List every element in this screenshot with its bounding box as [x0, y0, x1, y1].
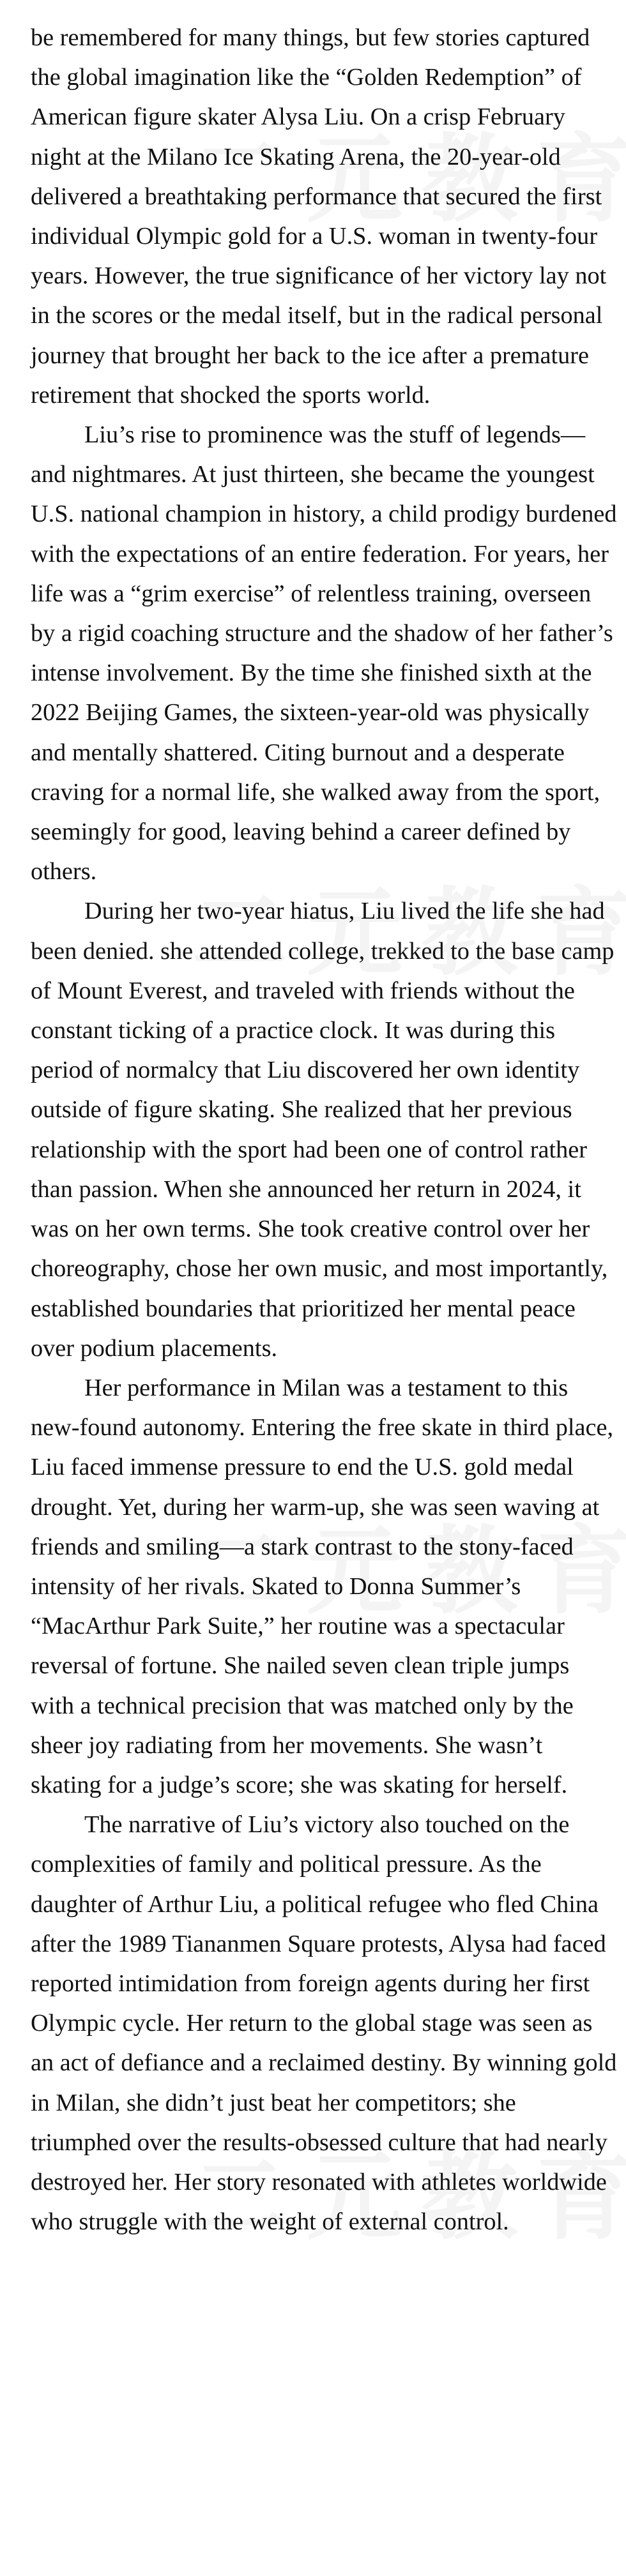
paragraph-milan-performance: Her performance in Milan was a testament to this new-found autonomy. Entering the free skate in third place, Liu faced immense pressure to end the U.S. gold medal drought. Yet, during her warm-up, she was seen waving at friends and smiling—a stark contrast to the stony-faced intensity of her rivals. Skated to Donna Summer’s “MacArthur Park Suite,” her routine was a spectacular reversal of fortune. She nailed seven clean triple jumps with a technical precision that was matched only by the sheer joy radiating from her movements. She wasn’t skating for a judge’s score; she was skating for herself.	[31, 1374, 614, 1798]
paragraph-family-and-politics: The narrative of Liu’s victory also touched on the complexities of family and political pressure. As the daughter of Arthur Liu, a political refugee who fled China after the 1989 Tiananmen Square protests, Alysa had faced reported intimidation from foreign agents during her first Olympic cycle. Her return to the global stage was seen as an act of defiance and a reclaimed destiny. By winning gold in Milan, she didn’t just beat her competitors; she triumphed over the results-obsessed culture that had nearly destroyed her. Her story resonated with athletes worldwide who struggle with the weight of external control.	[31, 1811, 617, 2236]
article-body	[31, 18, 617, 2241]
paragraph-rise-to-prominence: Liu’s rise to prominence was the stuff of legends—and nightmares. At just thirteen, she became the youngest U.S. national champion in history, a child prodigy burdened with the expectations of an entire federation. For years, her life was a “grim exercise” of relentless training, overseen by a rigid coaching structure and the shadow of her father’s intense involvement. By the time she finished sixth at the 2022 Beijing Games, the sixteen-year-old was physically and mentally shattered. Citing burnout and a desperate craving for a normal life, she walked away from the sport, seemingly for good, leaving behind a career defined by others.	[31, 421, 617, 885]
paragraph-hiatus: During her two-year hiatus, Liu lived the life she had been denied. she attended college, trekked to the base camp of Mount Everest, and traveled with friends without the constant ticking of a practice clock. It was during this period of normalcy that Liu discovered her own identity outside of figure skating. She realized that her previous relationship with the sport had been one of control rather than passion. When she announced her return in 2024, it was on her own terms. She took creative control over her choreography, chose her own music, and most importantly, established boundaries that prioritized her mental peace over podium placements.	[31, 898, 615, 1362]
paragraph-intro-continuation: be remembered for many things, but few stories captured the global imagination like the “Golden Redemption” of American figure skater Alysa Liu. On a crisp February night at the Milano Ice Skating Arena, the 20-year-old delivered a breathtaking performance that secured the first individual Olympic gold for a U.S. woman in twenty-four years. However, the true significance of her victory lay not in the scores or the medal itself, but in the radical personal journey that brought her back to the ice after a premature retirement that shocked the sports world.	[31, 24, 607, 409]
